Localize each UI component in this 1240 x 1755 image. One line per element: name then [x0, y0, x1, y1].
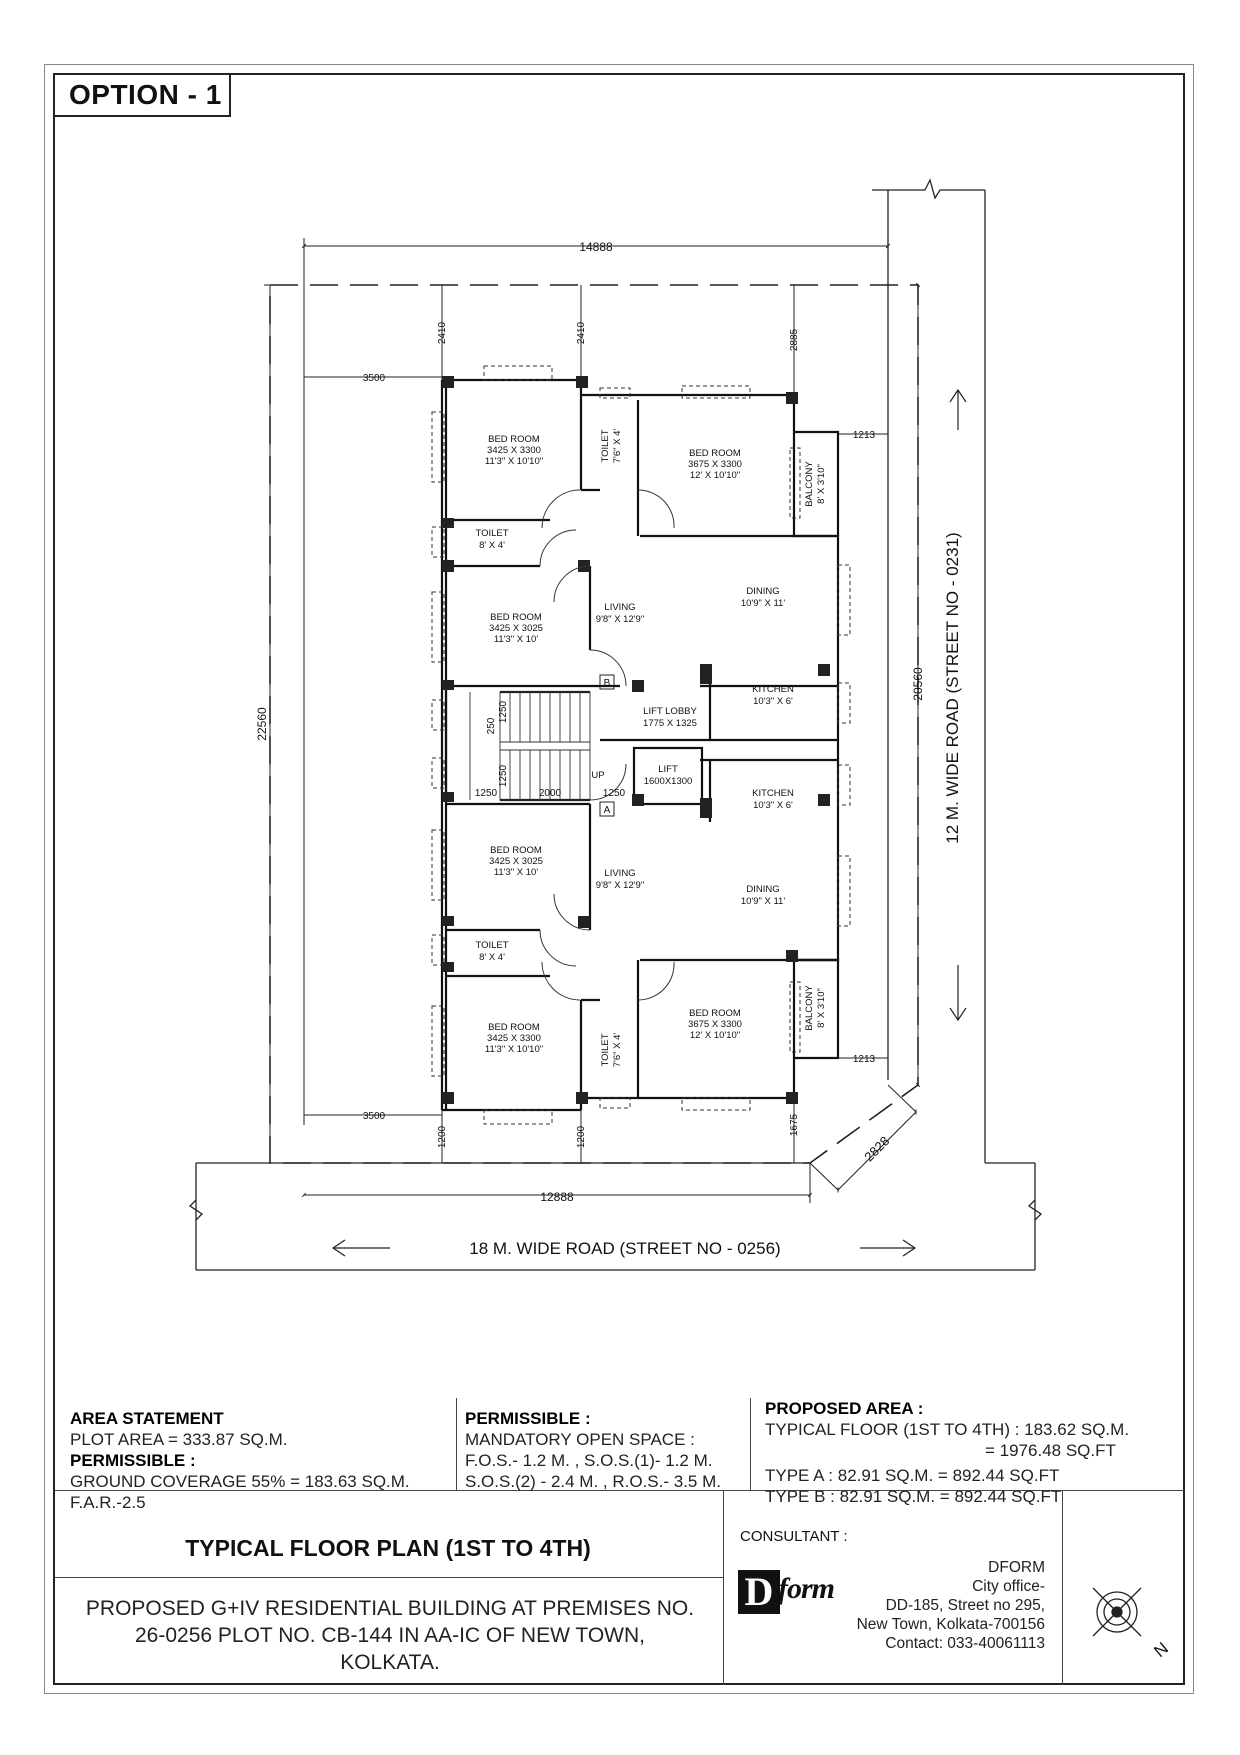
ground-coverage: GROUND COVERAGE 55% = 183.63 SQ.M. [70, 1472, 410, 1491]
bed-top-right-name: BED ROOM [689, 448, 741, 459]
proposed-title: PROPOSED AREA : [765, 1399, 924, 1418]
consultant-label: CONSULTANT : [740, 1528, 848, 1545]
bed-bottom-right-name: BED ROOM [689, 1008, 741, 1019]
bed-lower-mid-mm: 3425 X 3025 [489, 856, 543, 867]
balcony-top-ft: 8' X 3'10" [816, 464, 827, 504]
dining-upper-name: DINING [746, 586, 780, 597]
toilet-lower-left-name: TOILET [475, 940, 509, 951]
bed-bottom-left-ft: 11'3" X 10'10" [484, 1044, 544, 1055]
area-statement-section [70, 1408, 410, 1513]
area-permissible-title: PERMISSIBLE : [70, 1451, 196, 1470]
kitchen-upper-ft: 10'3" X 6' [753, 696, 793, 707]
address-line1: DD-185, Street no 295, [885, 1597, 1045, 1614]
project-description [60, 1595, 720, 1676]
bed-lower-mid-name: BED ROOM [490, 845, 542, 856]
permissible-section [465, 1408, 721, 1492]
permissible-line3: S.O.S.(2) - 2.4 M. , R.O.S.- 3.5 M. [465, 1472, 721, 1491]
dim-right-height: 20560 [911, 667, 925, 701]
dim-bottom-width: 12888 [540, 1190, 574, 1204]
bed-upper-mid-name: BED ROOM [490, 612, 542, 623]
dim-top-width: 14888 [579, 240, 613, 254]
plot-area: PLOT AREA = 333.87 SQ.M. [70, 1430, 288, 1449]
bed-top-left-name: BED ROOM [488, 434, 540, 445]
logo-d: D [738, 1570, 780, 1614]
road-boundaries [190, 180, 1041, 1270]
road-bottom-label: 18 M. WIDE ROAD (STREET NO - 0256) [469, 1239, 781, 1258]
dining-lower-name: DINING [746, 884, 780, 895]
table-divider-2 [55, 1577, 723, 1578]
door-swings [540, 490, 674, 1000]
proposed-line1: TYPICAL FLOOR (1ST TO 4TH) : 183.62 SQ.M. [765, 1420, 1130, 1439]
bed-bottom-left-mm: 3425 X 3300 [487, 1033, 541, 1044]
dim-side-top: 3500 [362, 373, 386, 384]
permissible-line2: F.O.S.- 1.2 M. , S.O.S.(1)- 1.2 M. [465, 1451, 713, 1470]
logo-rest: form [778, 1572, 834, 1605]
living-upper-ft: 9'8" X 12'9" [595, 614, 645, 625]
stair-up-label: UP [591, 770, 605, 781]
divider-permissible-proposed [750, 1398, 751, 1490]
area-statement-title: AREA STATEMENT [70, 1409, 224, 1428]
bed-top-left-ft: 11'3" X 10'10" [484, 456, 544, 467]
dim-stair-bottom-1250b: 1250 [602, 788, 626, 799]
permissible-line1: MANDATORY OPEN SPACE : [465, 1430, 695, 1449]
bed-bottom-right-ft: 12' X 10'10" [689, 1030, 741, 1041]
north-compass-icon [1093, 1588, 1141, 1636]
kitchen-lower-name: KITCHEN [752, 788, 794, 799]
office-label: City office- [972, 1578, 1045, 1595]
dim-setback-bottom-left: 1200 [437, 1125, 448, 1149]
consultant-address [780, 1558, 1045, 1653]
balcony-bottom-ft: 8' X 3'10" [816, 988, 827, 1028]
toilet-bottom-center-name: TOILET [600, 1033, 611, 1067]
kitchen-lower-ft: 10'3" X 6' [753, 800, 793, 811]
permissible-title: PERMISSIBLE : [465, 1409, 591, 1428]
bed-upper-mid-mm: 3425 X 3025 [489, 623, 543, 634]
kitchen-upper-name: KITCHEN [752, 684, 794, 695]
dim-stair-1250-b: 1250 [498, 764, 509, 788]
proposed-type-a: TYPE A : 82.91 SQ.M. = 892.44 SQ.FT [765, 1466, 1060, 1485]
dim-side-bottom: 3500 [362, 1111, 386, 1122]
address-line2: New Town, Kolkata-700156 [856, 1616, 1045, 1633]
option-tag: OPTION - 1 [55, 75, 231, 117]
toilet-lower-left-ft: 8' X 4' [479, 952, 505, 963]
dim-left-height: 22560 [255, 707, 269, 741]
proposed-area-section [765, 1398, 1129, 1507]
dim-chamfer: 2828 [861, 1133, 893, 1165]
building-walls [442, 380, 838, 1110]
bed-top-left-mm: 3425 X 3300 [487, 445, 541, 456]
balcony-top-name: BALCONY [804, 461, 815, 507]
road-arrows [333, 390, 966, 1256]
road-right-label: 12 M. WIDE ROAD (STREET NO - 0231) [943, 532, 962, 844]
dim-setback-bottom-right: 1675 [789, 1113, 800, 1137]
bed-lower-mid-ft: 11'3" X 10' [493, 867, 539, 878]
dim-setback-top-left: 2410 [437, 321, 448, 345]
dim-setback-top-right: 2885 [789, 328, 800, 352]
far-value: F.A.R.-2.5 [70, 1493, 146, 1512]
toilet-top-center-name: TOILET [600, 429, 611, 463]
plot-boundary [270, 285, 918, 1163]
dim-setback-top-mid: 2410 [576, 321, 587, 345]
bed-bottom-left-name: BED ROOM [488, 1022, 540, 1033]
proposed-type-b: TYPE B : 82.91 SQ.M. = 892.44 SQ.FT [765, 1487, 1062, 1506]
bed-upper-mid-ft: 11'3" X 10' [493, 634, 539, 645]
toilet-bottom-center-ft: 7'6" X 4' [612, 1032, 623, 1068]
stair-mark-b: B [603, 678, 611, 689]
toilet-upper-left-name: TOILET [475, 528, 509, 539]
balcony-bottom-name: BALCONY [804, 985, 815, 1031]
plan-title: TYPICAL FLOOR PLAN (1ST TO 4TH) [185, 1535, 591, 1561]
project-line3: KOLKATA. [340, 1651, 440, 1674]
living-lower-name: LIVING [604, 868, 636, 879]
living-upper-name: LIVING [604, 602, 636, 613]
dim-stair-250: 250 [486, 717, 497, 735]
project-line2: 26-0256 PLOT NO. CB-144 IN AA-IC OF NEW TOWN, [135, 1624, 645, 1647]
lift-name: LIFT [658, 764, 678, 775]
project-line1: PROPOSED G+IV RESIDENTIAL BUILDING AT PREMISES NO. [85, 1597, 695, 1620]
dining-upper-ft: 10'9" X 11' [740, 598, 786, 609]
lift-mm: 1600X1300 [643, 776, 693, 787]
lift-lobby-mm: 1775 X 1325 [643, 718, 697, 729]
bed-bottom-right-mm: 3675 X 3300 [688, 1019, 742, 1030]
dim-stair-bottom-1250: 1250 [474, 788, 498, 799]
dim-setback-bottom-mid: 1200 [576, 1125, 587, 1149]
dim-balcony-bottom: 1213 [852, 1054, 876, 1065]
divider-consultant-compass [1062, 1490, 1063, 1685]
staircase [470, 692, 590, 800]
dim-balcony-top: 1213 [852, 430, 876, 441]
dining-lower-ft: 10'9" X 11' [740, 896, 786, 907]
windows [432, 366, 850, 1124]
toilet-top-center-ft: 7'6" X 4' [612, 428, 623, 464]
firm-name: DFORM [988, 1559, 1045, 1576]
dim-stair-1250-a: 1250 [498, 700, 509, 724]
stair-mark-a: A [603, 805, 611, 816]
bed-top-right-ft: 12' X 10'10" [689, 470, 741, 481]
divider-area-permissible [456, 1398, 457, 1490]
bed-top-right-mm: 3675 X 3300 [688, 459, 742, 470]
divider-title-consultant [723, 1490, 724, 1685]
lift-lobby-name: LIFT LOBBY [643, 706, 697, 717]
proposed-line2: = 1976.48 SQ.FT [985, 1441, 1116, 1460]
contact: Contact: 033-40061113 [885, 1635, 1045, 1652]
toilet-upper-left-ft: 8' X 4' [479, 540, 505, 551]
dim-stair-bottom-2000: 2000 [538, 788, 562, 799]
north-label: N [1150, 1638, 1172, 1662]
living-lower-ft: 9'8" X 12'9" [595, 880, 645, 891]
